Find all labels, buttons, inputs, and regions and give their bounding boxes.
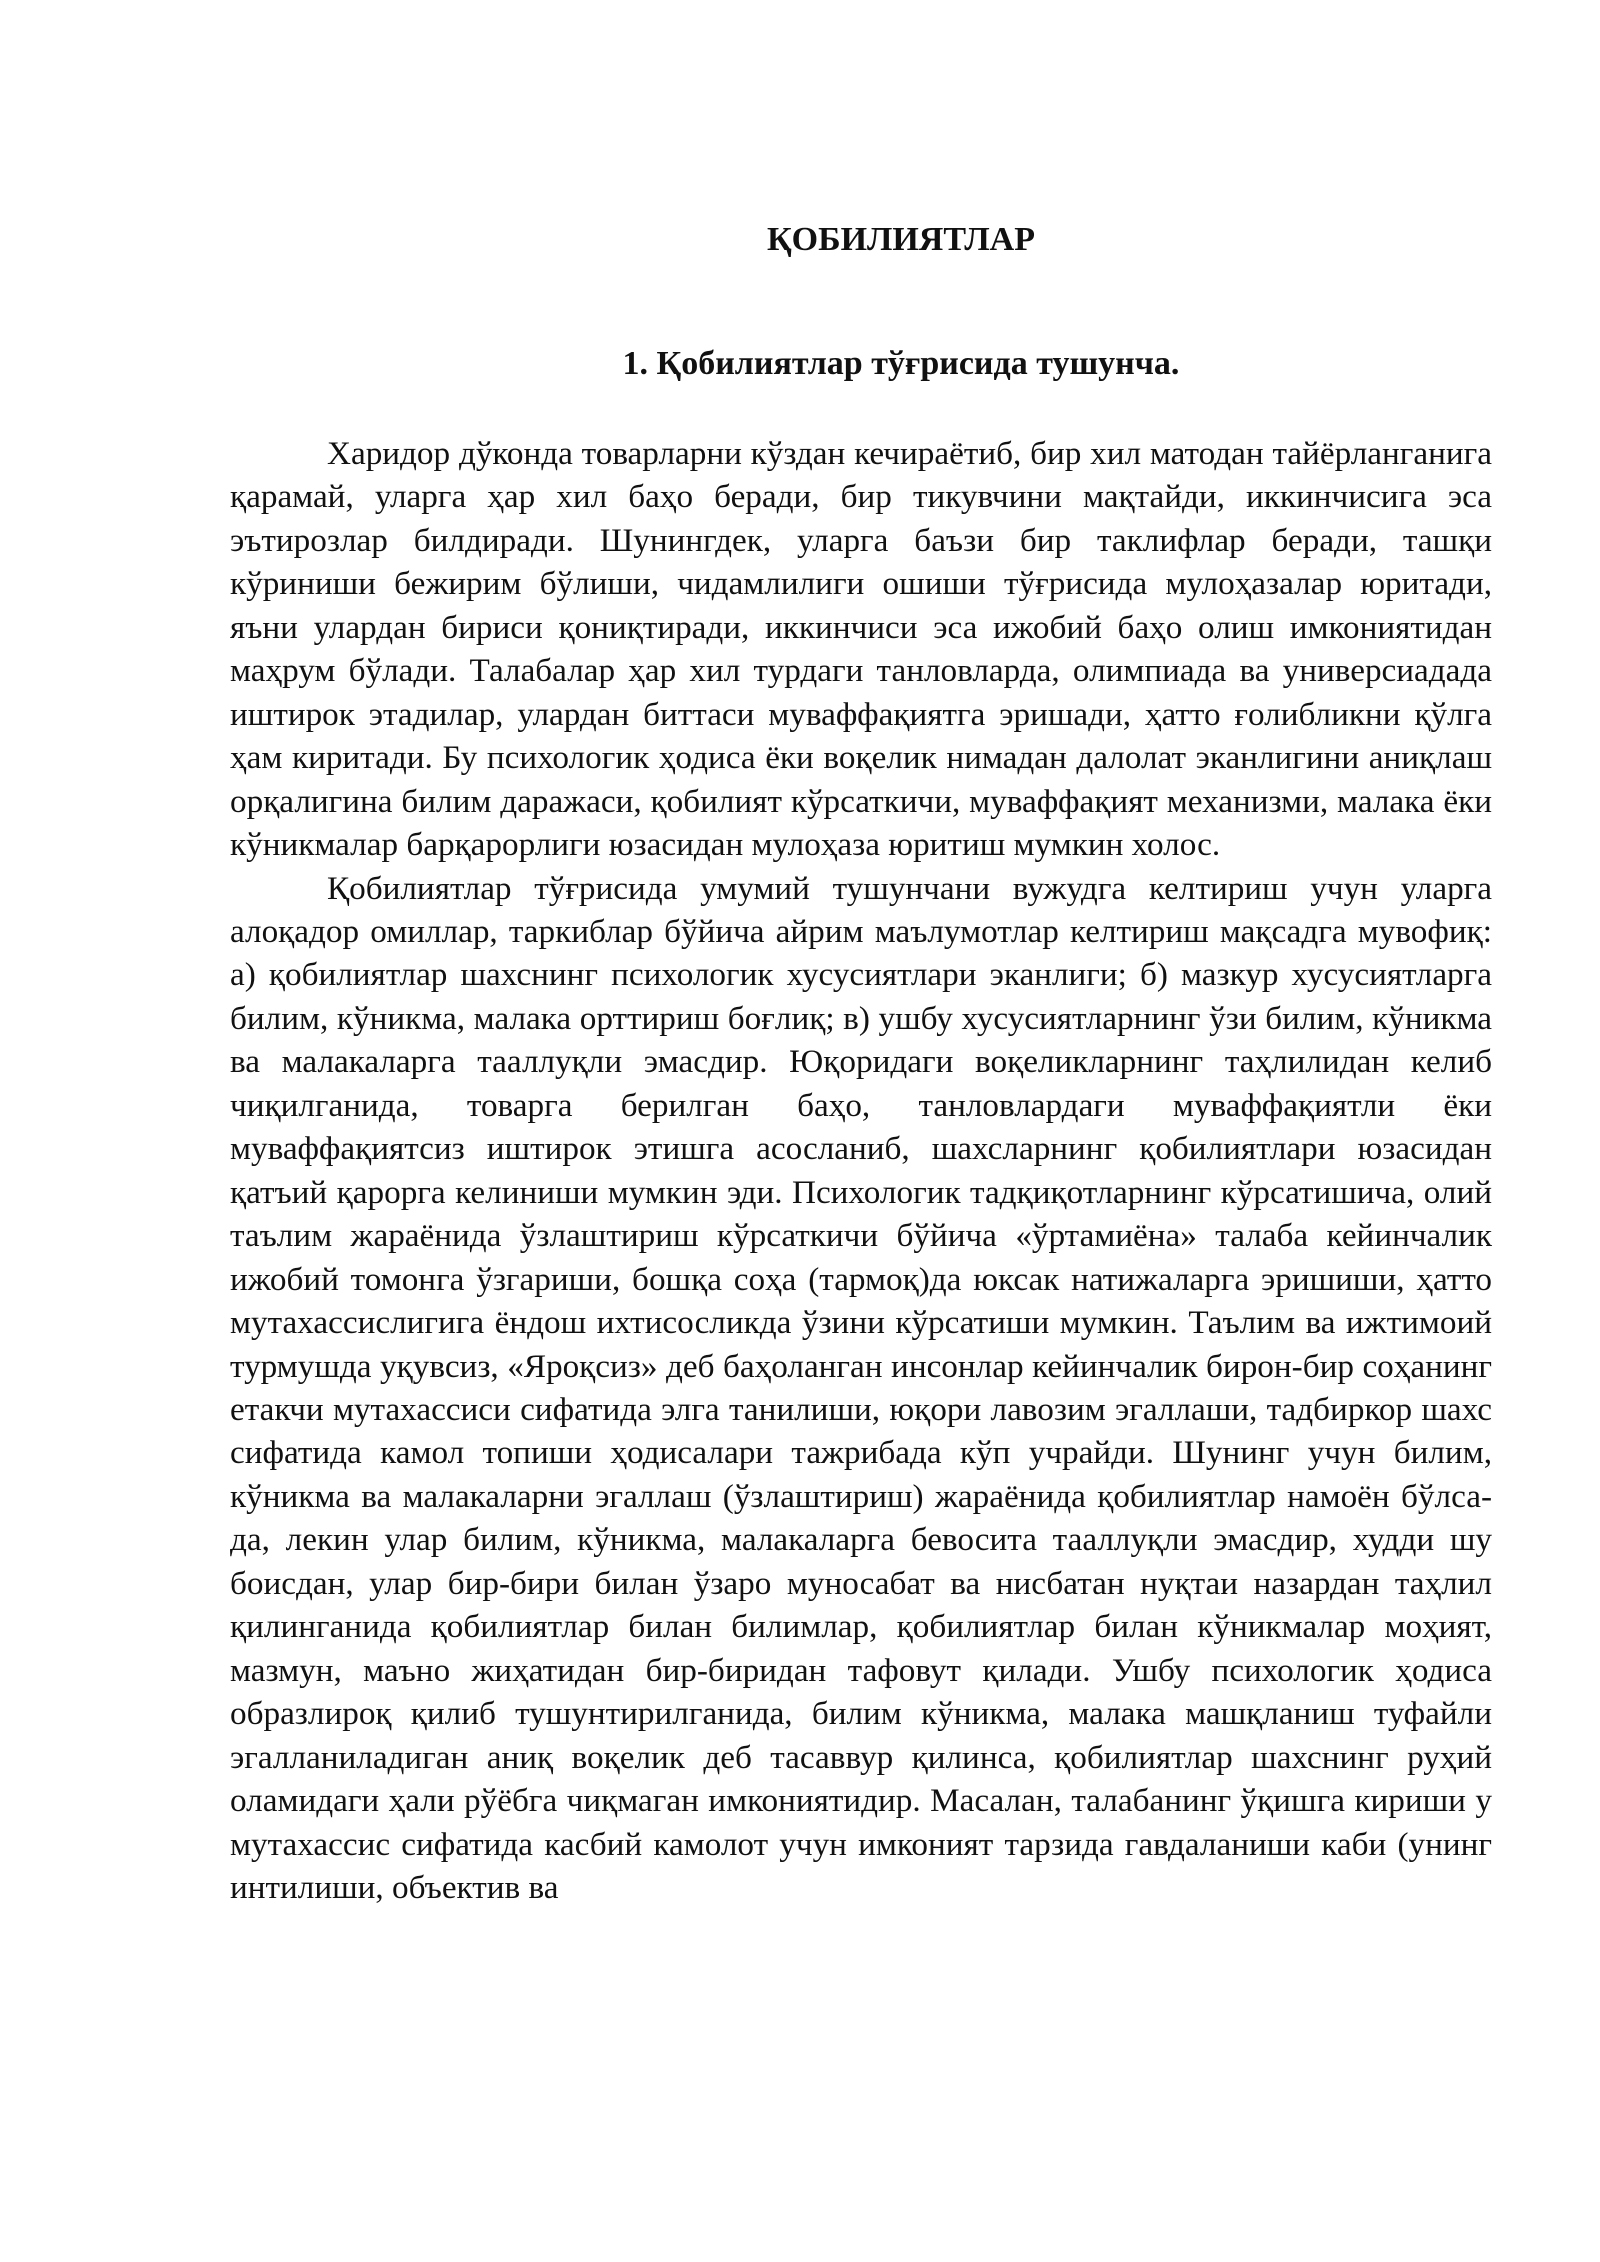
section-heading: 1. Қобилиятлар тўғрисида тушунча. xyxy=(622,345,1180,382)
body-paragraph-1: Харидор дўконда товарларни кўздан кечираётиб, бир хил матодан тайёрланганига қарамай, уларга ҳар хил баҳо беради, бир тикувчини мақтайди, иккинчисига эса эътирозлар билдиради. Шунингдек, уларга баъзи бир таклифлар беради, ташқи кўриниши бежирим бўлиши, чидамлилиги ошиши тўғрисида мулоҳазалар юритади, яъни улардан бириси қониқтиради, иккинчиси эса ижобий баҳо олиш имкониятидан маҳрум бўлади. Талабалар ҳар хил турдаги танловларда, олимпиада ва универсиадада иштирок этадилар, улардан биттаси муваффақиятга эришади, ҳатто ғолибликни қўлга ҳам киритади. Бу психологик ҳодиса ёки воқелик нимадан далолат эканлигини аниқлаш орқалигина билим даражаси, қобилият кўрсаткичи, муваффақият механизми, малака ёки кўникмалар барқарорлиги юзасидан мулоҳаза юритиш мумкин холос. xyxy=(230,435,1492,864)
body-paragraph-2: Қобилиятлар тўғрисида умумий тушунчани вужудга келтириш учун уларга алоқадор омиллар, таркиблар бўйича айрим маълумотлар келтириш мақсадга мувофиқ: а) қобилиятлар шахснинг психологик хусусиятлари эканлиги; б) мазкур хусусиятларга билим, кўникма, малака орттириш боғлиқ; в) ушбу хусусиятларнинг ўзи билим, кўникма ва малакаларга тааллуқли эмасдир. Юқоридаги воқеликларнинг таҳлилидан келиб чиқилганида, товарга берилган баҳо, танловлардаги муваффақиятли ёки муваффақиятсиз иштирок этишга асосланиб, шахсларнинг қобилиятлари юзасидан қатъий қарорга келиниши мумкин эди. Психологик тадқиқотларнинг кўрсатишича, олий таълим жараёнида ўзлаштириш кўрсаткичи бўйича «ўртамиёна» талаба кейинчалик ижобий томонга ўзгариши, бошқа соҳа (тармоқ)да юксак натижаларга эришиши, ҳатто мутахассислигига ёндош ихтисосликда ўзини кўрсатиши мумкин. Таълим ва ижтимоий турмушда уқувсиз, «Яроқсиз» деб баҳоланган инсонлар кейинчалик бирон-бир соҳанинг етакчи мутахассиси сифатида элга танилиши, юқори лавозим эгаллаши, тадбиркор шахс сифатида камол топиши ҳодисалари тажрибада кўп учрайди. Шунинг учун билим, кўникма ва малакаларни эгаллаш (ўзлаштириш) жараёнида қобилиятлар намоён бўлса-да, лекин улар билим, кўникма, малакаларга бевосита тааллуқли эмасдир, худди шу боисдан, улар бир-бири билан ўзаро муносабат ва нисбатан нуқтаи назардан таҳлил қилинганида қобилиятлар билан билимлар, қобилиятлар билан кўникмалар моҳият, мазмун, маъно жиҳатидан бир-биридан тафовут қилади. Ушбу психологик ҳодиса образлироқ қилиб тушунтирилганида, билим кўникма, малака машқланиш туфайли эгалланиладиган аниқ воқелик деб тасаввур қилинса, қобилиятлар шахснинг руҳий оламидаги ҳали рўёбга чиқмаган имкониятидир. Масалан, талабанинг ўқишга кириши у мутахассис сифатида касбий камолот учун имконият тарзида гавдаланиши каби (унинг интилиши, объектив ва xyxy=(230,869,1492,1906)
page-content xyxy=(230,210,1492,1909)
document-title: ҚОБИЛИЯТЛАР xyxy=(767,221,1035,258)
